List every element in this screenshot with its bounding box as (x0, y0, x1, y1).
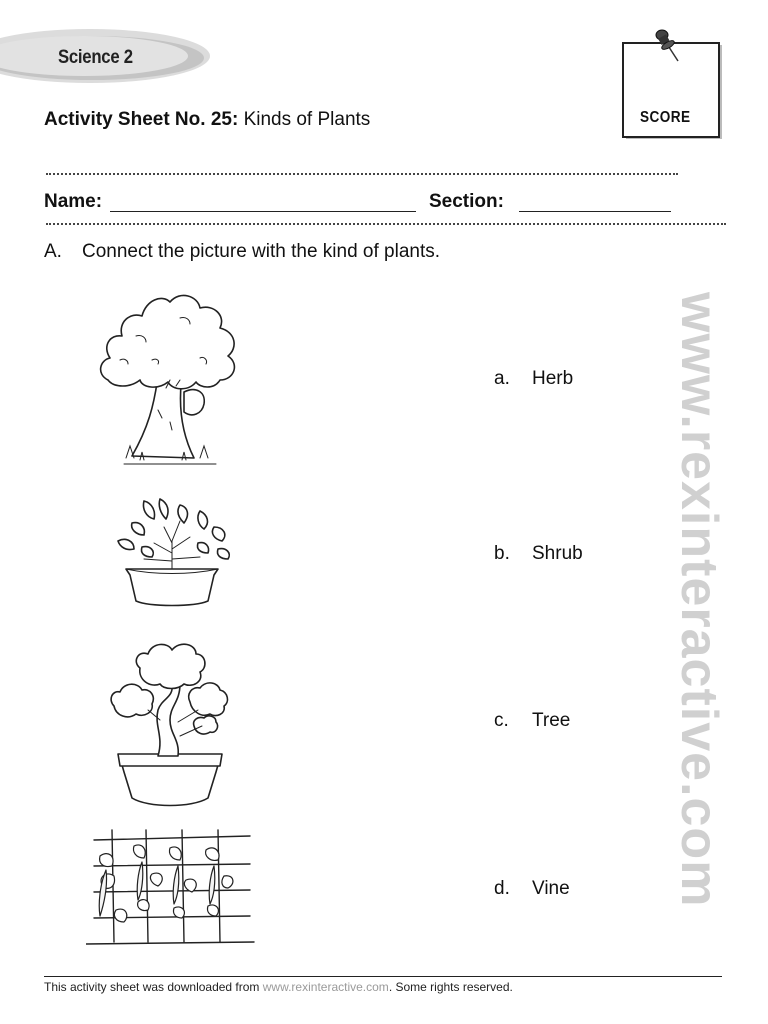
potted-herb-illustration[interactable] (114, 497, 234, 609)
score-label: SCORE (640, 109, 691, 126)
divider-dotted (46, 223, 726, 225)
choice-label: Shrub (532, 543, 583, 564)
choice-letter: b. (494, 543, 510, 564)
watermark (670, 235, 728, 965)
choice-label: Vine (532, 878, 570, 899)
watermark-text: www.rexinteractive.com (670, 292, 728, 908)
name-label: Name: (44, 191, 103, 212)
choice-d[interactable] (494, 878, 570, 900)
title-rest: Kinds of Plants (243, 109, 371, 130)
footer-rule (44, 976, 722, 977)
footer-suffix: . Some rights reserved. (388, 980, 513, 994)
choice-label: Herb (532, 368, 574, 389)
divider-dotted (46, 173, 678, 175)
tree-illustration[interactable] (96, 288, 242, 472)
choice-label: Tree (532, 710, 571, 731)
choice-letter: c. (494, 710, 509, 731)
footer-prefix: This activity sheet was downloaded from (44, 980, 263, 994)
potted-bonsai-illustration[interactable] (108, 640, 232, 810)
choice-b[interactable] (494, 543, 583, 565)
choice-c[interactable] (494, 710, 570, 732)
title-bold: Activity Sheet No. 25: (44, 109, 239, 130)
section-field[interactable] (519, 211, 671, 212)
section-label: Section: (429, 191, 504, 212)
footer-link[interactable]: www.rexinteractive.com (262, 980, 389, 994)
choice-a[interactable] (494, 368, 573, 390)
name-field[interactable] (110, 211, 416, 212)
choice-letter: a. (494, 368, 510, 389)
instruction-letter: A. (44, 241, 62, 262)
subject-label: Science 2 (58, 47, 133, 68)
page-title (44, 109, 370, 131)
footer (44, 980, 513, 994)
choice-letter: d. (494, 878, 510, 899)
instruction-text: Connect the picture with the kind of plants. (82, 241, 441, 262)
vine-on-trellis-illustration[interactable] (86, 826, 256, 950)
